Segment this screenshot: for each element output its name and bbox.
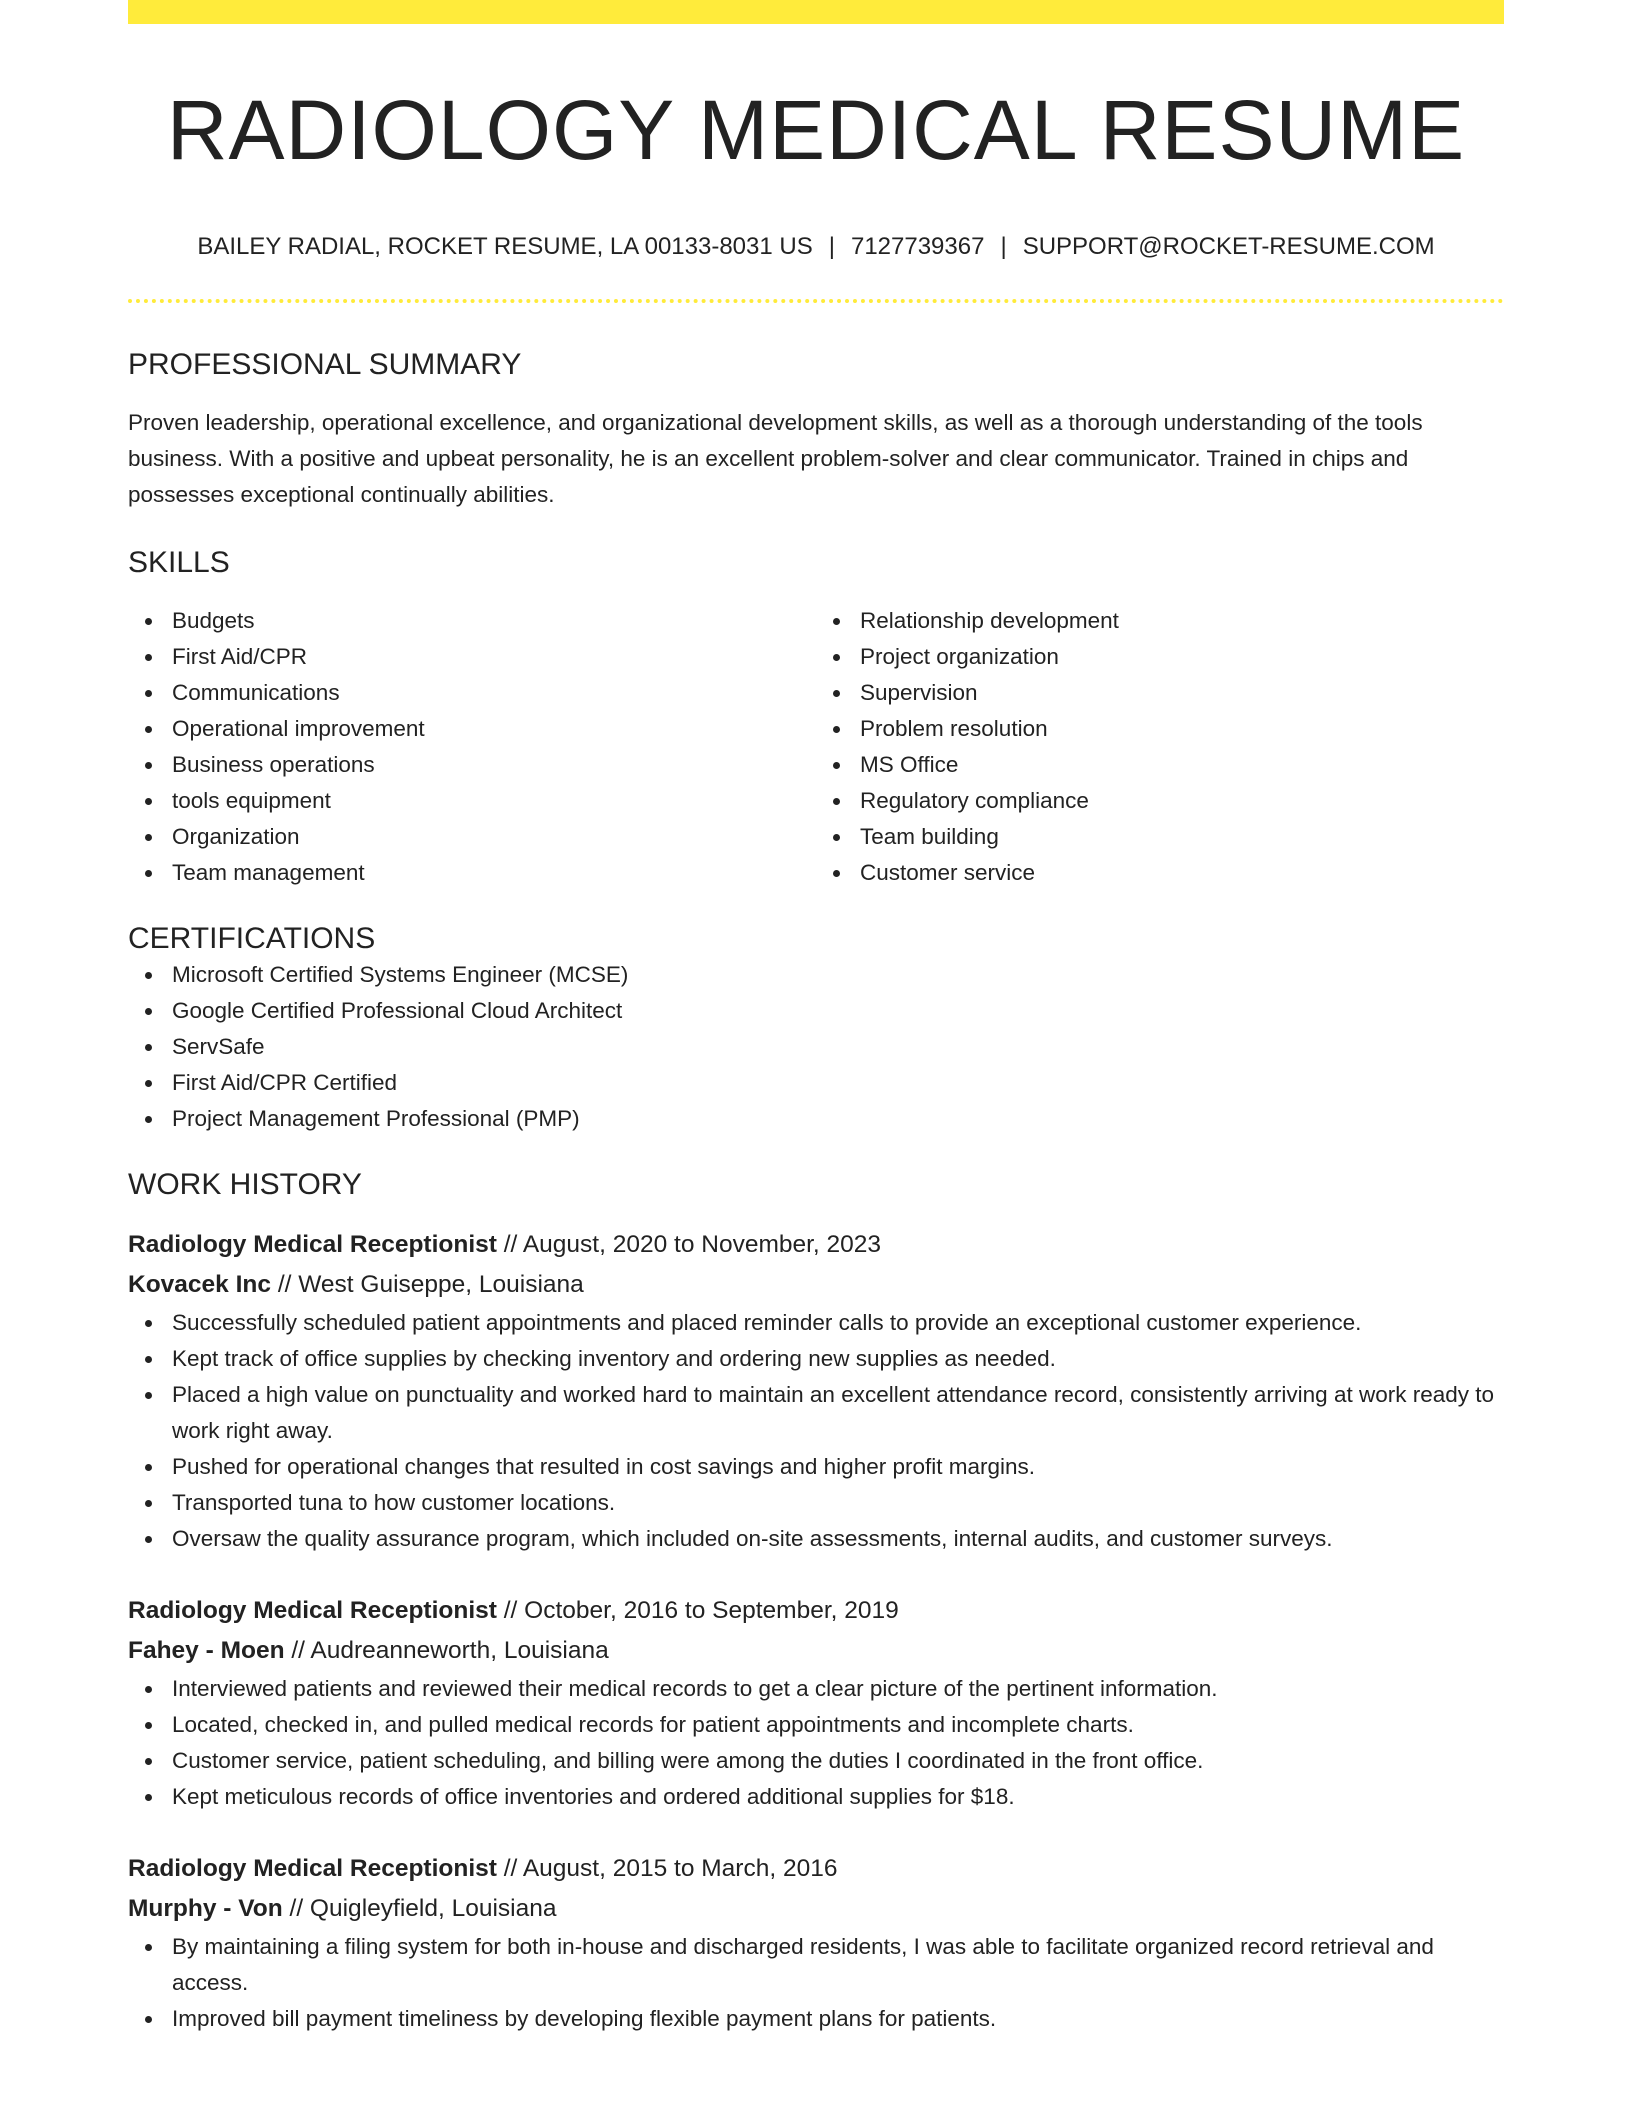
job-entry: [128, 1849, 1504, 2037]
job-location: // Audreanneworth, Louisiana: [291, 1637, 609, 1665]
job-duty: Pushed for operational changes that resulted in cost savings and higher profit margins.: [128, 1449, 1504, 1485]
job-duties-list: [128, 1671, 1504, 1815]
job-location: // Quigleyfield, Louisiana: [289, 1895, 557, 1923]
job-title: Radiology Medical Receptionist: [128, 1855, 497, 1883]
dotted-divider: [128, 299, 1504, 303]
job-dates: // August, 2015 to March, 2016: [503, 1855, 838, 1883]
certification-item: Microsoft Certified Systems Engineer (MCSE): [128, 957, 1504, 993]
skill-item: Organization: [128, 819, 816, 855]
job-location: // West Guiseppe, Louisiana: [277, 1271, 584, 1299]
summary-text: Proven leadership, operational excellence, and organizational development skills, as well as a thorough understanding of the tools business. With a positive and upbeat personality, he is an excellent problem-solver and clear communicator. Trained in chips and possesses exceptional continually abilities.: [128, 410, 1423, 508]
skills-list-left: [128, 603, 816, 891]
job-duty: Kept meticulous records of office inventories and ordered additional supplies for $18.: [128, 1779, 1504, 1815]
job-title: Radiology Medical Receptionist: [128, 1231, 497, 1259]
job-duty: Placed a high value on punctuality and worked hard to maintain an excellent attendance record, consistently arriving at work ready to work right away.: [128, 1377, 1504, 1449]
job-title-line: [128, 1849, 1504, 1889]
skill-item: Relationship development: [816, 603, 1504, 639]
skill-item: Business operations: [128, 747, 816, 783]
job-entry: [128, 1225, 1504, 1557]
job-duty: Improved bill payment timeliness by developing flexible payment plans for patients.: [128, 2001, 1504, 2037]
summary-heading: PROFESSIONAL SUMMARY: [128, 348, 522, 382]
skill-item: Problem resolution: [816, 711, 1504, 747]
job-duties-list: [128, 1929, 1504, 2037]
contact-separator: |: [1000, 232, 1007, 260]
certification-item: First Aid/CPR Certified: [128, 1065, 1504, 1101]
job-company-line: [128, 1631, 1504, 1671]
skill-item: MS Office: [816, 747, 1504, 783]
job-duty: Customer service, patient scheduling, and billing were among the duties I coordinated in the front office.: [128, 1743, 1504, 1779]
work-history-heading: WORK HISTORY: [128, 1168, 362, 1202]
job-title: Radiology Medical Receptionist: [128, 1597, 497, 1625]
skills-grid: [128, 603, 1504, 891]
job-dates: // October, 2016 to September, 2019: [503, 1597, 899, 1625]
skill-item: First Aid/CPR: [128, 639, 816, 675]
certification-item: Google Certified Professional Cloud Architect: [128, 993, 1504, 1029]
resume-title: RADIOLOGY MEDICAL RESUME: [166, 83, 1466, 177]
skill-item: Team management: [128, 855, 816, 891]
skill-item: tools equipment: [128, 783, 816, 819]
skill-item: Customer service: [816, 855, 1504, 891]
certifications-heading: CERTIFICATIONS: [128, 922, 376, 956]
certifications-list: [128, 957, 1504, 1137]
job-company-line: [128, 1889, 1504, 1929]
contact-address: BAILEY RADIAL, ROCKET RESUME, LA 00133-8031 US: [197, 232, 813, 260]
job-duties-list: [128, 1305, 1504, 1557]
job-duty: Transported tuna to how customer locations.: [128, 1485, 1504, 1521]
job-duty: Successfully scheduled patient appointments and placed reminder calls to provide an exceptional customer experience.: [128, 1305, 1504, 1341]
skills-column-right: [816, 603, 1504, 891]
job-title-line: [128, 1225, 1504, 1265]
job-company: Kovacek Inc: [128, 1271, 271, 1299]
skill-item: Budgets: [128, 603, 816, 639]
top-accent-bar: [128, 0, 1504, 24]
skill-item: Supervision: [816, 675, 1504, 711]
skill-item: Regulatory compliance: [816, 783, 1504, 819]
skills-column-left: [128, 603, 816, 891]
contact-phone: 7127739367: [850, 232, 985, 260]
skill-item: Project organization: [816, 639, 1504, 675]
certification-item: ServSafe: [128, 1029, 1504, 1065]
skill-item: Team building: [816, 819, 1504, 855]
job-duty: Oversaw the quality assurance program, which included on-site assessments, internal audits, and customer surveys.: [128, 1521, 1504, 1557]
contact-line: [128, 233, 1504, 262]
job-duty: By maintaining a filing system for both in-house and discharged residents, I was able to facilitate organized record retrieval and access.: [128, 1929, 1504, 2001]
job-company: Fahey - Moen: [128, 1637, 285, 1665]
skill-item: Operational improvement: [128, 711, 816, 747]
contact-separator: |: [828, 232, 835, 260]
job-dates: // August, 2020 to November, 2023: [503, 1231, 882, 1259]
resume-page: [128, 0, 1504, 2037]
job-duty: Located, checked in, and pulled medical records for patient appointments and incomplete charts.: [128, 1707, 1504, 1743]
contact-email: SUPPORT@ROCKET-RESUME.COM: [1022, 232, 1435, 260]
skills-list-right: [816, 603, 1504, 891]
job-company: Murphy - Von: [128, 1895, 283, 1923]
job-title-line: [128, 1591, 1504, 1631]
job-duty: Interviewed patients and reviewed their medical records to get a clear picture of the pertinent information.: [128, 1671, 1504, 1707]
job-duty: Kept track of office supplies by checking inventory and ordering new supplies as needed.: [128, 1341, 1504, 1377]
skill-item: Communications: [128, 675, 816, 711]
certification-item: Project Management Professional (PMP): [128, 1101, 1504, 1137]
job-entry: [128, 1591, 1504, 1815]
skills-heading: SKILLS: [128, 546, 230, 580]
job-company-line: [128, 1265, 1504, 1305]
